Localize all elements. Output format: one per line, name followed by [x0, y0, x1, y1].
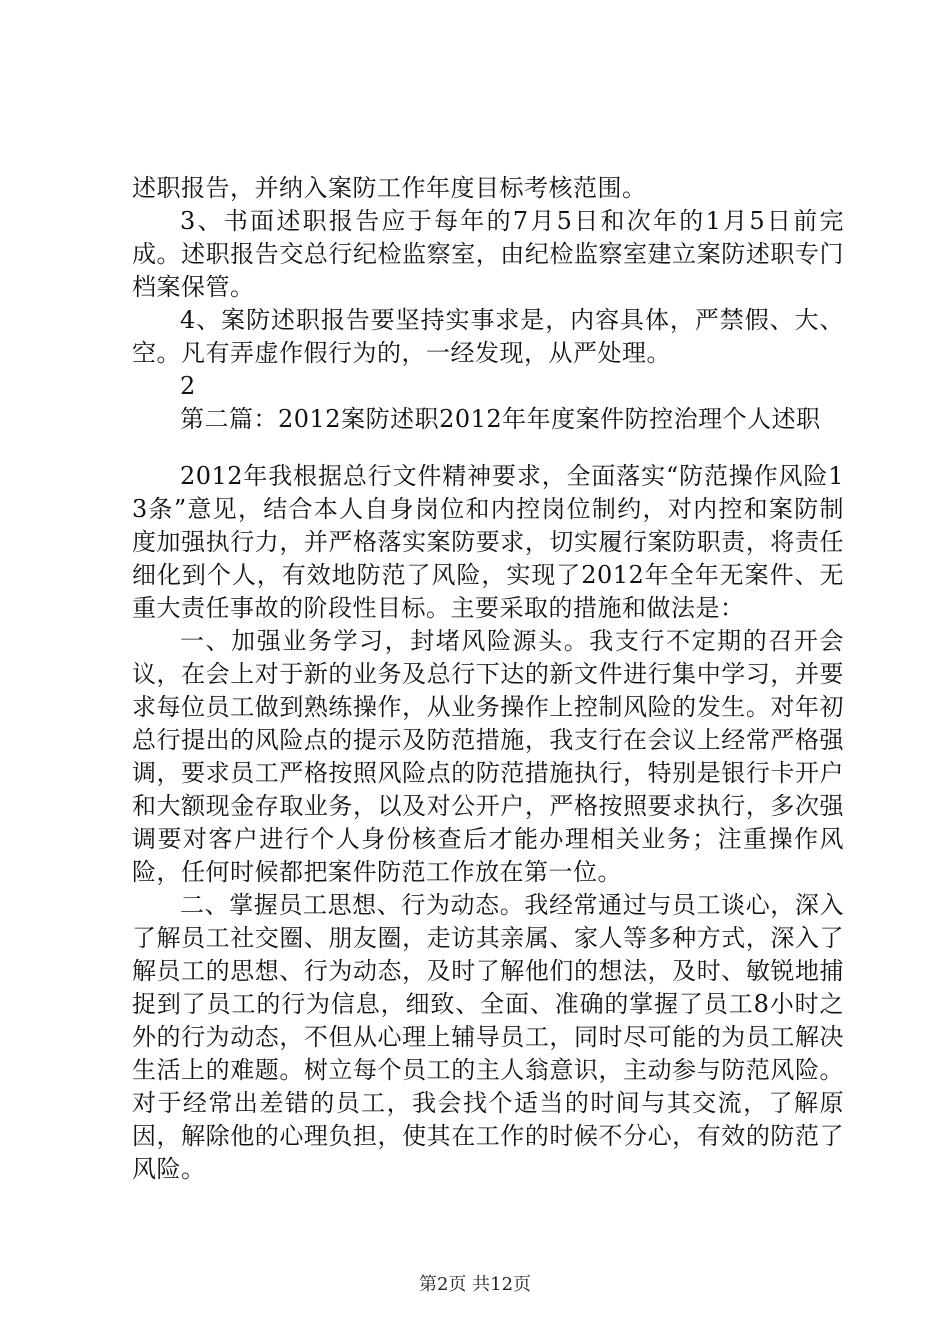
- paragraph-item-4: 4、案防述职报告要坚持实事求是，内容具体，严禁假、大、空。凡有弄虚作假行为的，一经发现，从严处理。: [132, 306, 844, 367]
- paragraph-continued: 述职报告，并纳入案防工作年度目标考核范围。: [132, 174, 647, 202]
- section-title: 第二篇：2012案防述职2012年年度案件防控治理个人述职: [180, 405, 821, 433]
- document-body: [132, 172, 844, 1186]
- paragraph-item-3: 3、书面述职报告应于每年的7月5日和次年的1月5日前完成。述职报告交总行纪检监察室，由纪检监察室建立案防述职专门档案保管。: [132, 207, 844, 301]
- paragraph-point-1: 一、加强业务学习，封堵风险源头。我支行不定期的召开会议，在会上对于新的业务及总行下达的新文件进行集中学习，并要求每位员工做到熟练操作，从业务操作上控制风险的发生。对年初总行提出的风险点的提示及防范措施，我支行在会议上经常严格强调，要求员工严格按照风险点的防范措施执行，特别是银行卡开户和大额现金存取业务，以及对公开户，严格按照要求执行，多次强调要对客户进行个人身份核查后才能办理相关业务；注重操作风险，任何时候都把案件防范工作放在第一位。: [132, 627, 844, 886]
- page-footer: 第2页 共12页: [418, 1274, 532, 1295]
- section-spacer: [132, 436, 844, 460]
- paragraph-point-2: 二、掌握员工思想、行为动态。我经常通过与员工谈心，深入了解员工社交圈、朋友圈，走访其亲属、家人等多种方式，深入了解员工的思想、行为动态，及时了解他们的想法，及时、敏锐地捕捉到了员工的行为信息，细致、全面、准确的掌握了员工8小时之外的行为动态，不但从心理上辅导员工，同时尽可能的为员工解决生活上的难题。树立每个员工的主人翁意识，主动参与防范风险。对于经常出差错的员工，我会找个适当的时间与其交流，了解原因，解除他的心理负担，使其在工作的时候不分心，有效的防范了风险。: [132, 891, 844, 1183]
- page-marker: 2: [180, 372, 196, 400]
- paragraph-intro: 2012年我根据总行文件精神要求，全面落实“防范操作风险13条”意见，结合本人自身岗位和内控岗位制约，对内控和案防制度加强执行力，并严格落实案防要求，切实履行案防职责，将责任细化到个人，有效地防范了风险，实现了2012年全年无案件、无重大责任事故的阶段性目标。主要采取的措施和做法是：: [132, 462, 844, 622]
